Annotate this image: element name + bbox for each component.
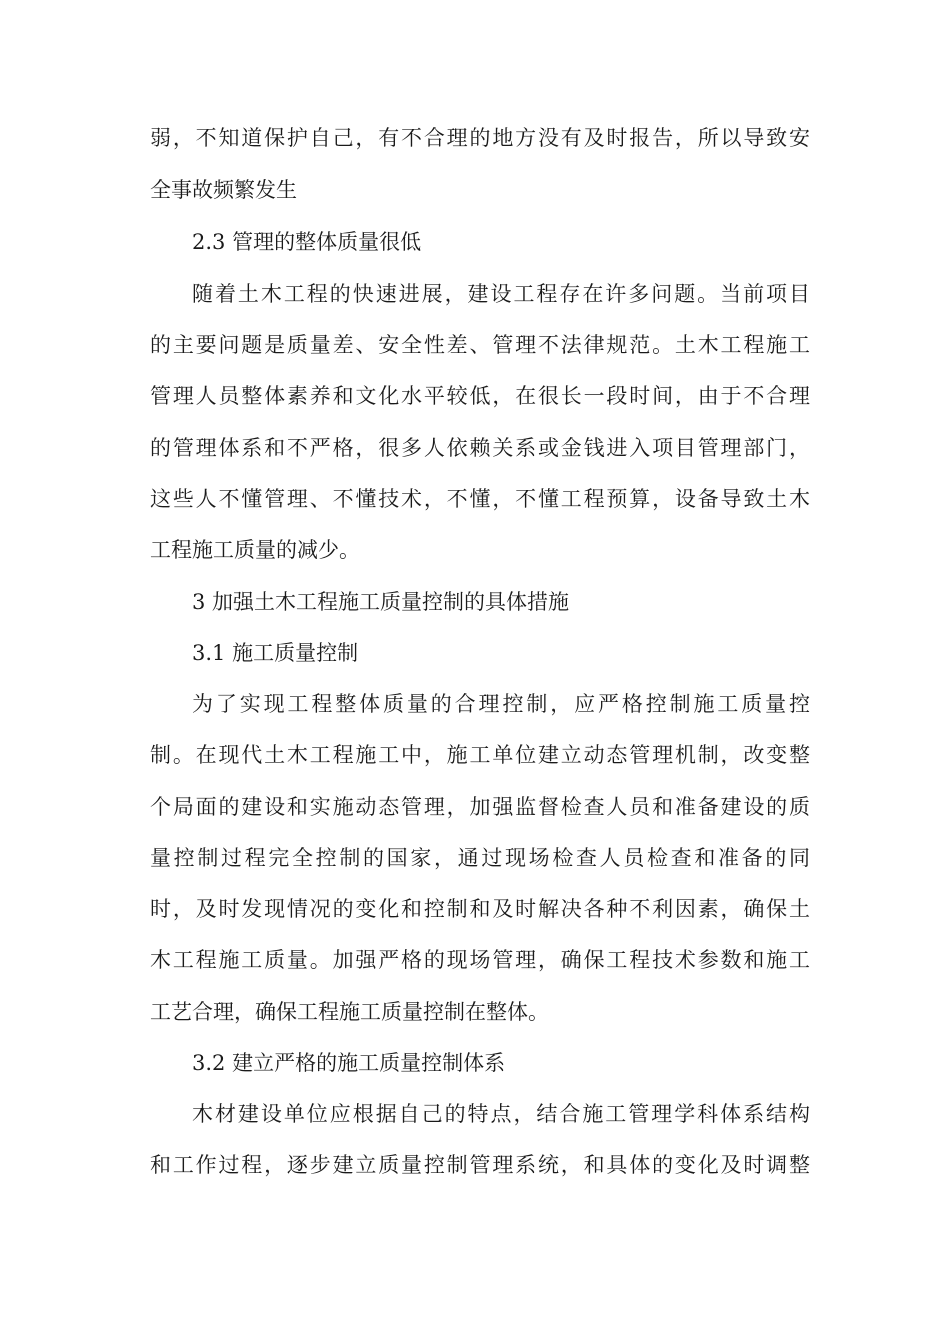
- paragraph-line: 量控制过程完全控制的国家，通过现场检查人员检查和准备的同: [150, 846, 810, 870]
- paragraph-line: 工程施工质量的减少。: [150, 538, 360, 562]
- paragraph-line: 随着土木工程的快速进展，建设工程存在许多问题。当前项目: [192, 282, 810, 306]
- section-heading: 3 加强土木工程施工质量控制的具体措施: [192, 590, 570, 614]
- section-heading: 3.1 施工质量控制: [192, 641, 359, 665]
- paragraph-line: 为了实现工程整体质量的合理控制，应严格控制施工质量控: [192, 692, 810, 716]
- paragraph-line: 全事故频繁发生: [150, 178, 297, 202]
- paragraph-line: 制。在现代土木工程施工中，施工单位建立动态管理机制，改变整: [150, 743, 810, 767]
- paragraph-line: 木工程施工质量。加强严格的现场管理，确保工程技术参数和施工: [150, 948, 810, 972]
- paragraph-line: 这些人不懂管理、不懂技术，不懂，不懂工程预算，设备导致土木: [150, 487, 810, 511]
- paragraph-line: 工艺合理，确保工程施工质量控制在整体。: [150, 1000, 549, 1024]
- paragraph-line: 管理人员整体素养和文化水平较低，在很长一段时间，由于不合理: [150, 384, 810, 408]
- paragraph-line: 时，及时发现情况的变化和控制和及时解决各种不利因素，确保土: [150, 897, 810, 921]
- section-heading: 3.2 建立严格的施工质量控制体系: [192, 1051, 506, 1075]
- paragraph-line: 木材建设单位应根据自己的特点，结合施工管理学科体系结构: [192, 1102, 810, 1126]
- paragraph-line: 的管理体系和不严格，很多人依赖关系或金钱进入项目管理部门，: [150, 436, 810, 460]
- paragraph-line: 弱，不知道保护自己，有不合理的地方没有及时报告，所以导致安: [150, 126, 810, 150]
- section-heading: 2.3 管理的整体质量很低: [192, 230, 422, 254]
- paragraph-line: 和工作过程，逐步建立质量控制管理系统，和具体的变化及时调整: [150, 1153, 810, 1177]
- paragraph-line: 个局面的建设和实施动态管理，加强监督检查人员和准备建设的质: [150, 795, 810, 819]
- paragraph-line: 的主要问题是质量差、安全性差、管理不法律规范。土木工程施工: [150, 333, 810, 357]
